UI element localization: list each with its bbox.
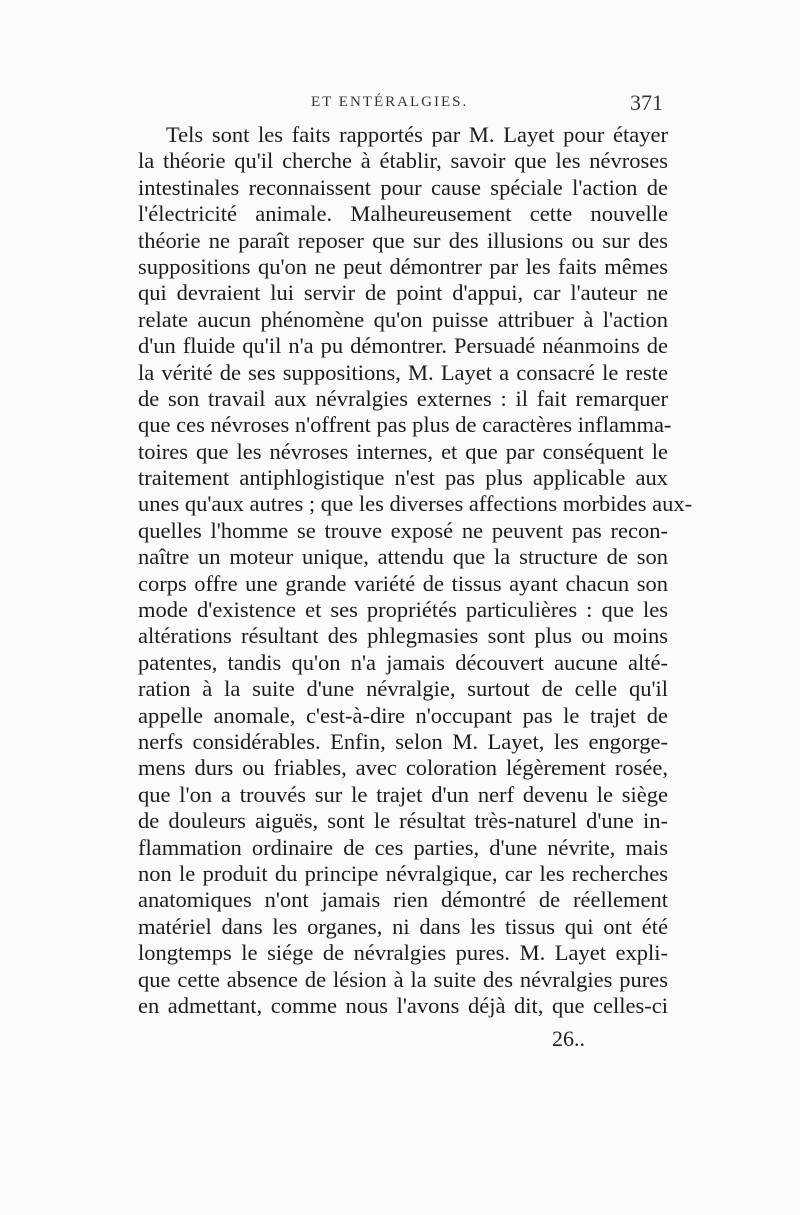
page-number: 371 xyxy=(630,90,663,115)
text-line: intestinales reconnaissent pour cause spéciale l'action de xyxy=(138,174,668,200)
body-text xyxy=(138,122,693,1019)
text-line: théorie ne paraît reposer que sur des illusions ou sur des xyxy=(138,227,668,253)
text-line: corps offre une grande variété de tissus ayant chacun son xyxy=(138,570,668,596)
text-line: de son travail aux névralgies externes : il fait remarquer xyxy=(138,385,668,411)
text-line: qui devraient lui servir de point d'appui, car l'auteur ne xyxy=(138,280,668,306)
text-line: flammation ordinaire de ces parties, d'une névrite, mais xyxy=(138,834,668,860)
text-line: que cette absence de lésion à la suite des névralgies pures xyxy=(138,966,668,992)
text-line: l'électricité animale. Malheureusement cette nouvelle xyxy=(138,201,668,227)
text-line: patentes, tandis qu'on n'a jamais découvert aucune alté- xyxy=(138,649,668,675)
text-line: la théorie qu'il cherche à établir, savoir que les névroses xyxy=(138,148,668,174)
text-line: unes qu'aux autres ; que les diverses affections morbides aux- xyxy=(138,491,693,517)
text-line: altérations résultant des phlegmasies sont plus ou moins xyxy=(138,623,668,649)
text-line: la vérité de ses suppositions, M. Layet a consacré le reste xyxy=(138,359,668,385)
signature-mark: 26.. xyxy=(552,1026,585,1051)
text-line: suppositions qu'on ne peut démontrer par les faits mêmes xyxy=(138,253,668,279)
text-line: de douleurs aiguës, sont le résultat très-naturel d'une in- xyxy=(138,808,668,834)
text-line: Tels sont les faits rapportés par M. Layet pour étayer xyxy=(166,122,668,147)
text-line: que l'on a trouvés sur le trajet d'un nerf devenu le siège xyxy=(138,781,668,807)
text-line: non le produit du principe névralgique, car les recherches xyxy=(138,860,668,886)
text-line: naître un moteur unique, attendu que la structure de son xyxy=(138,544,668,570)
text-line: appelle anomale, c'est-à-dire n'occupant pas le trajet de xyxy=(138,702,668,728)
text-line: que ces névroses n'offrent pas plus de caractères inflamma- xyxy=(138,412,672,438)
text-line: mode d'existence et ses propriétés particulières : que les xyxy=(138,597,668,623)
text-line: ration à la suite d'une névralgie, surtout de celle qu'il xyxy=(138,676,668,702)
page-header xyxy=(133,92,663,118)
text-line: matériel dans les organes, ni dans les tissus qui ont été xyxy=(138,913,668,939)
running-title: ET ENTÉRALGIES. xyxy=(311,94,469,110)
text-line: mens durs ou friables, avec coloration légèrement rosée, xyxy=(138,755,668,781)
text-line: en admettant, comme nous l'avons déjà dit, que celles-ci xyxy=(138,992,668,1018)
text-line: longtemps le siége de névralgies pures. M. Layet expli- xyxy=(138,940,668,966)
text-line: nerfs considérables. Enfin, selon M. Layet, les engorge- xyxy=(138,728,668,754)
text-line: d'un fluide qu'il n'a pu démontrer. Persuadé néanmoins de xyxy=(138,333,668,359)
text-line: traitement antiphlogistique n'est pas plus applicable aux xyxy=(138,465,668,491)
text-line: toires que les névroses internes, et que par conséquent le xyxy=(138,438,668,464)
text-line: quelles l'homme se trouve exposé ne peuvent pas recon- xyxy=(138,517,668,543)
text-line: relate aucun phénomène qu'on puisse attribuer à l'action xyxy=(138,306,668,332)
text-line: anatomiques n'ont jamais rien démontré de réellement xyxy=(138,887,668,913)
